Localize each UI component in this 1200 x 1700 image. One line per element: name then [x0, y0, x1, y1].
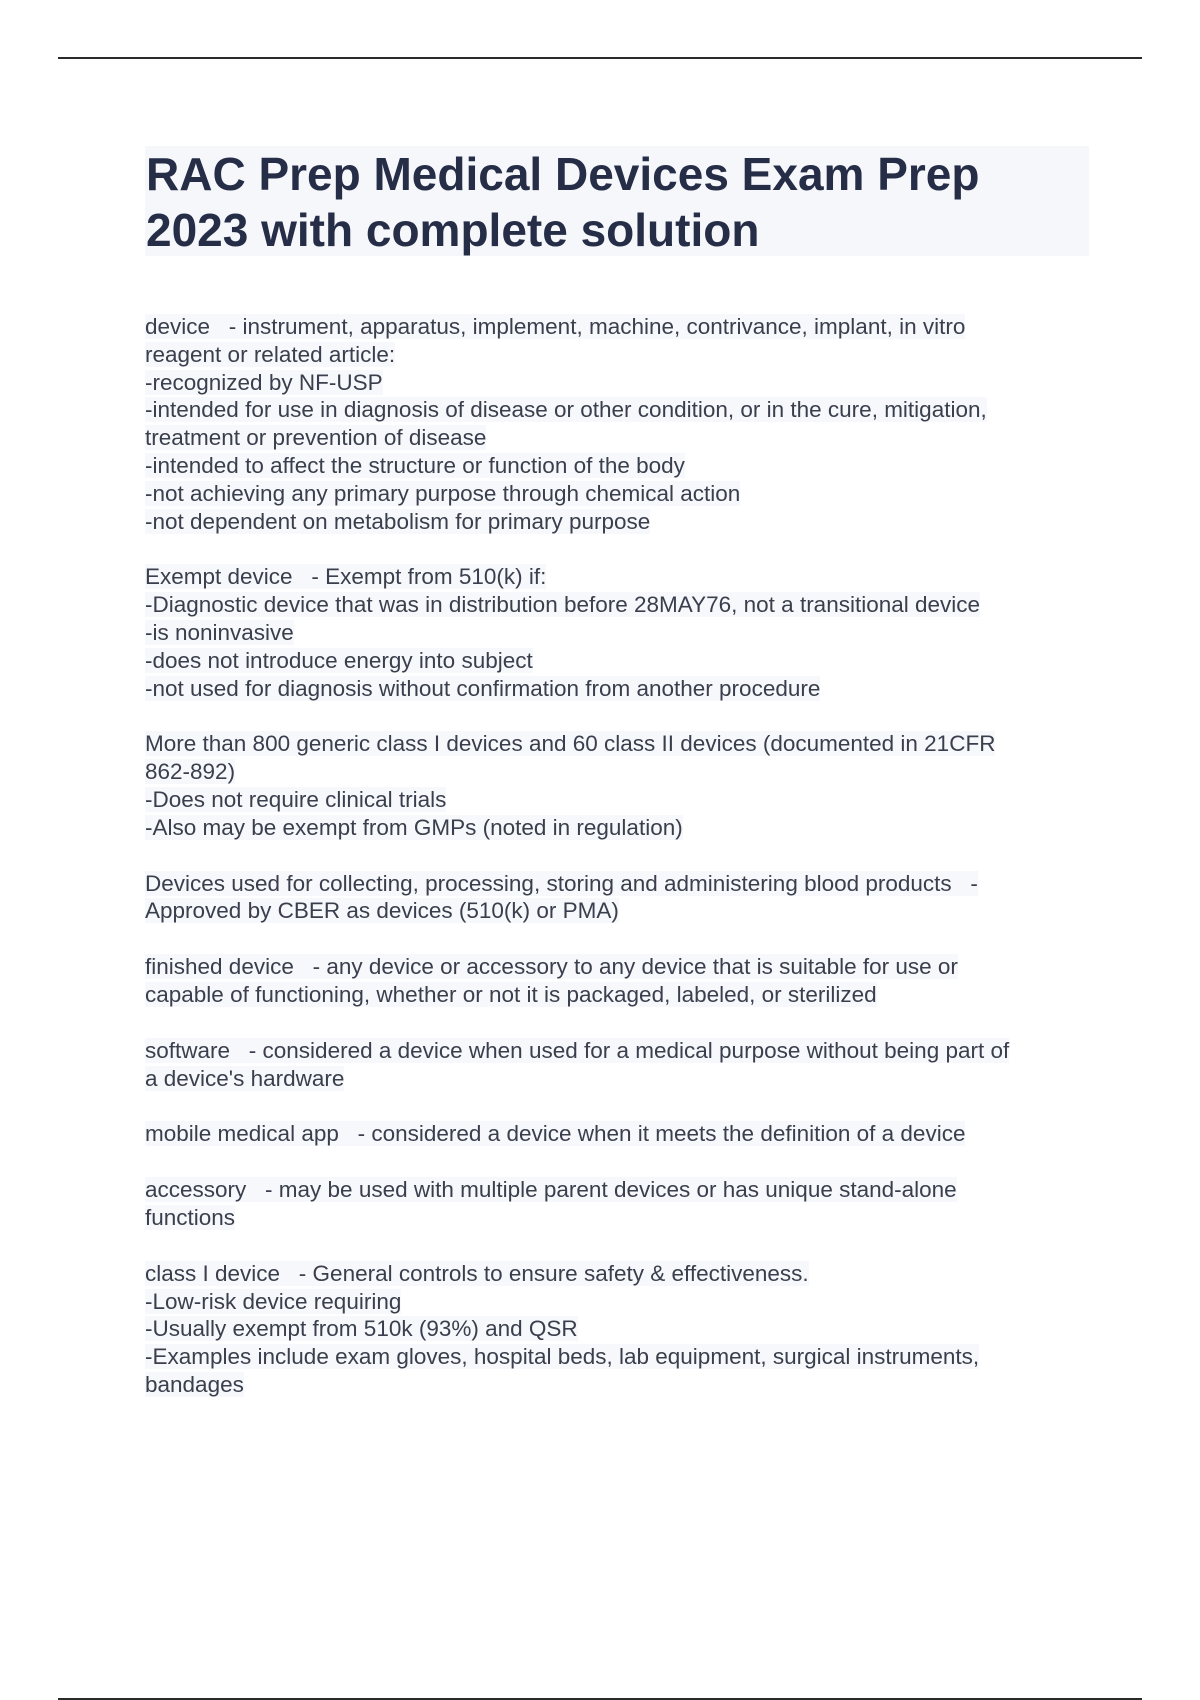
entry-class-i-device [145, 1260, 1105, 1399]
entry-line: a device's hardware [145, 1065, 345, 1091]
title-line-2: 2023 with complete solution [146, 204, 760, 256]
entry-line: device - instrument, apparatus, implement, machine, contrivance, implant, in vitro [145, 314, 966, 339]
entry-line: -Examples include exam gloves, hospital beds, lab equipment, surgical instruments, [145, 1344, 980, 1370]
entry-line: -intended to affect the structure or function of the body [145, 452, 685, 478]
entry-line: -Also may be exempt from GMPs (noted in regulation) [145, 814, 683, 840]
entry-accessory [145, 1176, 1105, 1232]
entry-software [145, 1037, 1105, 1093]
entry-line: -Diagnostic device that was in distribution before 28MAY76, not a transitional device [145, 592, 981, 618]
entry-line: reagent or related article: [145, 341, 396, 367]
entry-line: -Low-risk device requiring [145, 1288, 402, 1314]
entry-line: capable of functioning, whether or not it is packaged, labeled, or sterilized [145, 981, 877, 1007]
entry-line: 862-892) [145, 759, 236, 785]
entry-line: -not dependent on metabolism for primary purpose [145, 508, 651, 534]
entry-line: Approved by CBER as devices (510(k) or PMA) [145, 898, 619, 924]
entry-line: bandages [145, 1371, 244, 1397]
title-block [145, 146, 1089, 256]
entry-finished-device [145, 953, 1105, 1009]
entry-line: Devices used for collecting, processing, storing and administering blood products - [145, 870, 978, 896]
entry-line: treatment or prevention of disease [145, 425, 487, 451]
title-line-1: RAC Prep Medical Devices Exam Prep [146, 148, 980, 200]
entry-line: finished device - any device or accessory to any device that is suitable for use or [145, 954, 958, 980]
entry-line: More than 800 generic class I devices and 60 class II devices (documented in 21CFR [145, 731, 996, 757]
entry-line: Exempt device - Exempt from 510(k) if: [145, 564, 547, 590]
top-divider [58, 57, 1142, 59]
entry-line: class I device - General controls to ensure safety & effectiveness. [145, 1260, 809, 1286]
entry-line: -not achieving any primary purpose through chemical action [145, 480, 741, 506]
entry-line: -intended for use in diagnosis of disease or other condition, or in the cure, mitigation, [145, 397, 987, 423]
entry-line: -recognized by NF-USP [145, 369, 383, 395]
entry-line: -not used for diagnosis without confirmation from another procedure [145, 675, 821, 701]
entry-mobile-medical-app [145, 1120, 1105, 1148]
entry-line: functions [145, 1204, 236, 1230]
entry-line: mobile medical app - considered a device when it meets the definition of a device [145, 1121, 966, 1147]
entry-exempt-device [145, 563, 1105, 702]
entry-device [145, 313, 1105, 535]
flashcard-list [145, 313, 1105, 1427]
entry-line: software - considered a device when used for a medical purpose without being part of [145, 1037, 1010, 1063]
entry-line: -Does not require clinical trials [145, 786, 447, 812]
entry-line: -does not introduce energy into subject [145, 647, 533, 673]
entry-blood-products-devices [145, 870, 1105, 926]
entry-generic-class-devices [145, 730, 1105, 841]
entry-line: -is noninvasive [145, 619, 294, 645]
entry-line: accessory - may be used with multiple parent devices or has unique stand-alone [145, 1177, 957, 1203]
document-title [145, 146, 1089, 258]
entry-line: -Usually exempt from 510k (93%) and QSR [145, 1316, 578, 1342]
